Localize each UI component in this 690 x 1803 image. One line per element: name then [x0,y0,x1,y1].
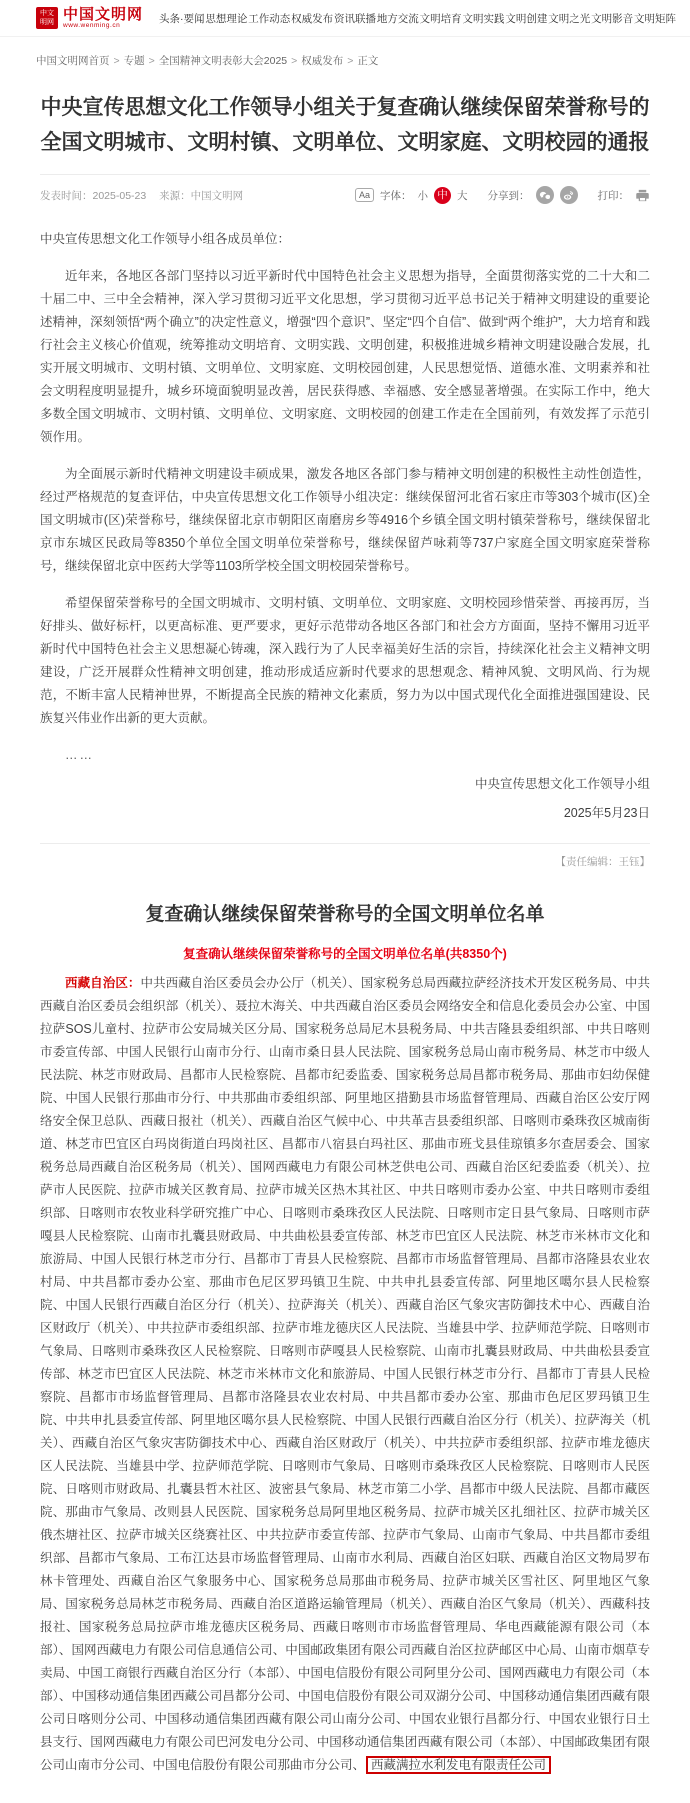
article-paragraph-salutation: 中央宣传思想文化工作领导小组各成员单位： [40,232,291,246]
seal-line2: 明网 [40,19,54,26]
highlighted-unit: 西藏满拉水利发电有限责任公司 [366,1756,551,1774]
units-text: 中共西藏自治区委员会办公厅（机关）、国家税务总局西藏拉萨经济技术开发区税务局、中共西藏自治区委员会组织部（机关）、聂拉木海关、中共西藏自治区委员会网络安全和信息化委员会办公室、中国拉萨SOS儿童村、拉萨市公安局城关区分局、国家税务总局尼木县税务局、中共吉隆县委组织部、中共日喀则市委宣传部、中国人民银行山南市分行、山南市桑日县人民法院、国家税务总局山南市税务局、林芝市中级人民法院、林芝市财政局、昌都市人民检察院、昌都市纪委监委、国家税务总局昌都市税务局、那曲市妇幼保健院、中国人民银行那曲市分行、中共那曲市委组织部、阿里地区措勤县市场监督管理局、西藏自治区公安厅网络安全保卫总队、西藏日报社（机关）、西藏自治区气候中心、中共革吉县委组织部、日喀则市桑珠孜区城南街道、林芝市巴宜区白玛岗街道白玛岗社区、昌都市八宿县白玛社区、那曲市班戈县佳琼镇多尔查居委会、国家税务总局西藏自治区税务局（机关）、国网西藏电力有限公司林芝供电公司、西藏自治区纪委监委（机关）、拉萨市人民医院、拉萨市城关区教育局、拉萨市城关区热木其社区、中共日喀则市委办公室、中共日喀则市委组织部、日喀则市农牧业科学研究推广中心、日喀则市桑珠孜区人民法院、日喀则市定日县气象局、日喀则市萨嘎县人民检察院、山南市扎囊县财政局、中共曲松县委宣传部、林芝市巴宜区人民法院、林芝市米林市文化和旅游局、中国人民银行林芝市分行、昌都市丁青县人民检察院、昌都市市场监督管理局、昌都市洛隆县农业农村局、中共昌都市委办公室、那曲市色尼区罗玛镇卫生院、中共申扎县委宣传部、阿里地区噶尔县人民检察院、中国人民银行西藏自治区分行（机关）、拉萨海关（机关）、西藏自治区气象灾害防御技术中心、西藏自治区财政厅（机关）、中共拉萨市委组织部、拉萨市堆龙德庆区人民法院、当雄县中学、拉萨师范学院、日喀则市气象局、日喀则市桑珠孜区人民检察院、日喀则市萨嘎县人民检察院、山南市扎囊县财政局、中共曲松县委宣传部、林芝市巴宜区人民法院、林芝市米林市文化和旅游局、中国人民银行林芝市分行、昌都市丁青县人民检察院、昌都市市场监督管理局、昌都市洛隆县农业农村局、中共昌都市委办公室、那曲市色尼区罗玛镇卫生院、中共申扎县委宣传部、阿里地区噶尔县人民检察院、中国人民银行西藏自治区分行（机关）、拉萨海关（机关）、西藏自治区气象灾害防御技术中心、西藏自治区财政厅（机关）、中共拉萨市委组织部、拉萨市堆龙德庆区人民法院、当雄县中学、拉萨师范学院、日喀则市气象局、日喀则市桑珠孜区人民检察院、日喀则市人民医院、日喀则市财政局、扎囊县哲木社区、波密县气象局、林芝市第二小学、昌都市中级人民法院、昌都市藏医院、那曲市气象局、改则县人民医院、国家税务总局阿里地区税务局、拉萨市城关区扎细社区、拉萨市城关区俄杰塘社区、拉萨市城关区绕赛社区、中共拉萨市委宣传部、拉萨市气象局、山南市气象局、中共昌都市委组织部、昌都市气象局、工布江达县市场监督管理局、山南市水利局、西藏自治区妇联、西藏自治区文物局罗布林卡管理处、西藏自治区气象服务中心、国家税务总局那曲市税务局、拉萨市城关区雪社区、阿里地区气象局、国家税务总局林芝市税务局、西藏自治区道路运输管理局（机关）、西藏自治区气象局（机关）、西藏科技报社、国家税务总局拉萨市堆龙德庆区税务局、西藏日喀则市市场监督管理局、华电西藏能源有限公司（本部）、国网西藏电力有限公司信息通信公司、中国邮政集团有限公司西藏自治区拉萨邮区中心局、山南市烟草专卖局、中国工商银行西藏自治区分行（本部）、中国电信股份有限公司阿里分公司、国网西藏电力有限公司（本部）、中国移动通信集团西藏公司昌都分公司、中国电信股份有限公司双湖分公司、中国移动通信集团西藏有限公司日喀则分公司、中国移动通信集团西藏有限公司山南分公司、中国农业银行昌都分行、中国农业银行日土县支行、国网西藏电力有限公司巴河发电分公司、中国移动通信集团西藏有限公司（本部）、中国邮政集团有限公司山南市分公司、中国电信股份有限公司那曲市分公司、 [40,976,650,1772]
font-small-button[interactable]: 小 [417,189,428,202]
list-section-subtitle: 复查确认继续保留荣誉称号的全国文明单位名单(共8350个) [183,947,507,961]
print-icon[interactable] [635,188,650,203]
article [0,90,690,1803]
article-title-line2: 全国文明城市、文明村镇、文明单位、文明家庭、文明校园的通报 [40,131,650,154]
responsible-editor: 【责任编辑：王钰】 [555,856,650,868]
signature-org: 中央宣传思想文化工作领导小组 [474,777,650,791]
breadcrumb-home[interactable]: 中国文明网首页 [36,55,110,67]
publish-info [40,188,243,203]
breadcrumb-current: 正文 [357,55,379,67]
breadcrumb-separator: > [113,55,120,67]
site-header [0,0,690,37]
breadcrumb [0,37,690,72]
publish-time-value: 2025-05-23 [92,189,147,202]
wechat-share-icon[interactable] [536,186,554,204]
article-meta-row [40,174,650,214]
source-value: 中国文明网 [190,189,244,202]
publish-time-label: 发表时间： [40,189,93,202]
nav-item-official-release[interactable]: 权威发布 [291,12,334,25]
omission-ellipsis: …… [65,748,94,762]
article-body [40,228,650,825]
breadcrumb-separator: > [347,55,354,67]
wenming-seal-icon [36,7,58,29]
article-paragraph-1: 近年来，各地区各部门坚持以习近平新时代中国特色社会主义思想为指导，全面贯彻落实党的二十大和二十届二中、三中全会精神，深入学习贯彻习近平文化思想，学习贯彻习近平总书记关于精神文明建设的重要论述精神，深刻领悟“两个确立”的决定性意义，增强“四个意识”、坚定“四个自信”、做到“两个维护”，大力培育和践行社会主义核心价值观，统筹推动文明培育、文明实践、文明创建，积极推进城乡精神文明建设融合发展，扎实开展文明城市、文明村镇、文明单位、文明家庭、文明校园创建，人民思想觉悟、道德水准、文明素养和社会文明程度明显提升，城乡环境面貌明显改善，居民获得感、幸福感、安全感显著增强。在实际工作中，绝大多数全国文明城市、文明村镇、文明单位、文明家庭、文明校园的创建工作走在全国前列，有效发挥了示范引领作用。 [40,269,650,444]
font-size-label: 字体： [380,189,412,202]
nav-item-light[interactable]: 文明之光 [548,12,591,25]
share-label: 分享到： [487,189,530,202]
site-url: www.wenming.cn [63,22,121,29]
print-label: 打印： [597,189,629,202]
list-section-title: 复查确认继续保留荣誉称号的全国文明单位名单 [145,904,545,925]
source-label: 来源： [159,189,191,202]
article-paragraph-2: 为全面展示新时代精神文明建设丰硕成果，激发各地区各部门参与精神文明创建的积极性主动性创造性，经过严格规范的复查评估，中央宣传思想文化工作领导小组决定：继续保留河北省石家庄市等303个城市(区)全国文明城市(区)荣誉称号，继续保留北京市朝阳区南磨房乡等4916个乡镇全国文明村镇荣誉称号，继续保留北京市东城区民政局等8350个单位全国文明单位荣誉称号，继续保留芦咏莉等737户家庭全国文明家庭荣誉称号，继续保留北京中医药大学等1103所学校全国文明校园荣誉称号。 [40,467,650,573]
article-paragraph-3: 希望保留荣誉称号的全国文明城市、文明村镇、文明单位、文明家庭、文明校园珍惜荣誉、再接再厉，当好排头、做好标杆，以更高标准、更严要求，更好示范带动各地区各部门和社会方方面面，坚持不懈用习近平新时代中国特色社会主义思想凝心铸魂，深入践行为了人民幸福美好生活的宗旨，持续深化社会主义精神文明建设，广泛开展群众性精神文明创建，推动形成适应新时代要求的思想观念、精神风貌、文明风尚、行为规范，不断丰富人民精神世界，不断提高全民族的精神文化素质，努力为以中国式现代化全面推进强国建设、民族复兴伟业作出新的更大贡献。 [40,596,650,725]
logo-text [63,7,143,29]
breadcrumb-special[interactable]: 专题 [123,55,145,67]
nav-item-news-broadcast[interactable]: 资讯联播 [333,12,376,25]
article-tools [355,186,650,204]
site-name: 中国文明网 [63,6,144,23]
breadcrumb-separator: > [291,55,298,67]
nav-item-ideology[interactable]: 思想理论 [205,12,248,25]
nav-item-practice[interactable]: 文明实践 [462,12,505,25]
breadcrumb-separator: > [148,55,155,67]
nav-item-media[interactable]: 文明影音 [591,12,634,25]
signature-date: 2025年5月23日 [563,806,650,820]
main-nav [159,11,676,26]
nav-item-creation[interactable]: 文明创建 [505,12,548,25]
nav-item-work-trends[interactable]: 工作动态 [248,12,291,25]
seal-line1: 中文 [40,10,54,17]
nav-item-headlines[interactable]: 头条·要闻 [159,12,205,25]
font-large-button[interactable]: 大 [457,189,468,202]
breadcrumb-event[interactable]: 全国精神文明表彰大会2025 [158,55,288,67]
weibo-share-icon[interactable] [560,186,578,204]
nav-item-cultivation[interactable]: 文明培育 [419,12,462,25]
article-title-line1: 中央宣传思想文化工作领导小组关于复查确认继续保留荣誉称号的 [40,96,650,119]
nav-item-matrix[interactable]: 文明矩阵 [633,12,676,25]
units-list [40,972,650,1777]
region-label: 西藏自治区： [65,976,141,990]
editor-row [40,843,650,869]
article-title [40,90,650,160]
nav-item-local-exchange[interactable]: 地方交流 [376,12,419,25]
site-logo[interactable] [36,7,143,29]
font-medium-button[interactable]: 中 [434,187,451,204]
breadcrumb-release[interactable]: 权威发布 [301,55,344,67]
font-size-icon: Aa [355,188,374,202]
